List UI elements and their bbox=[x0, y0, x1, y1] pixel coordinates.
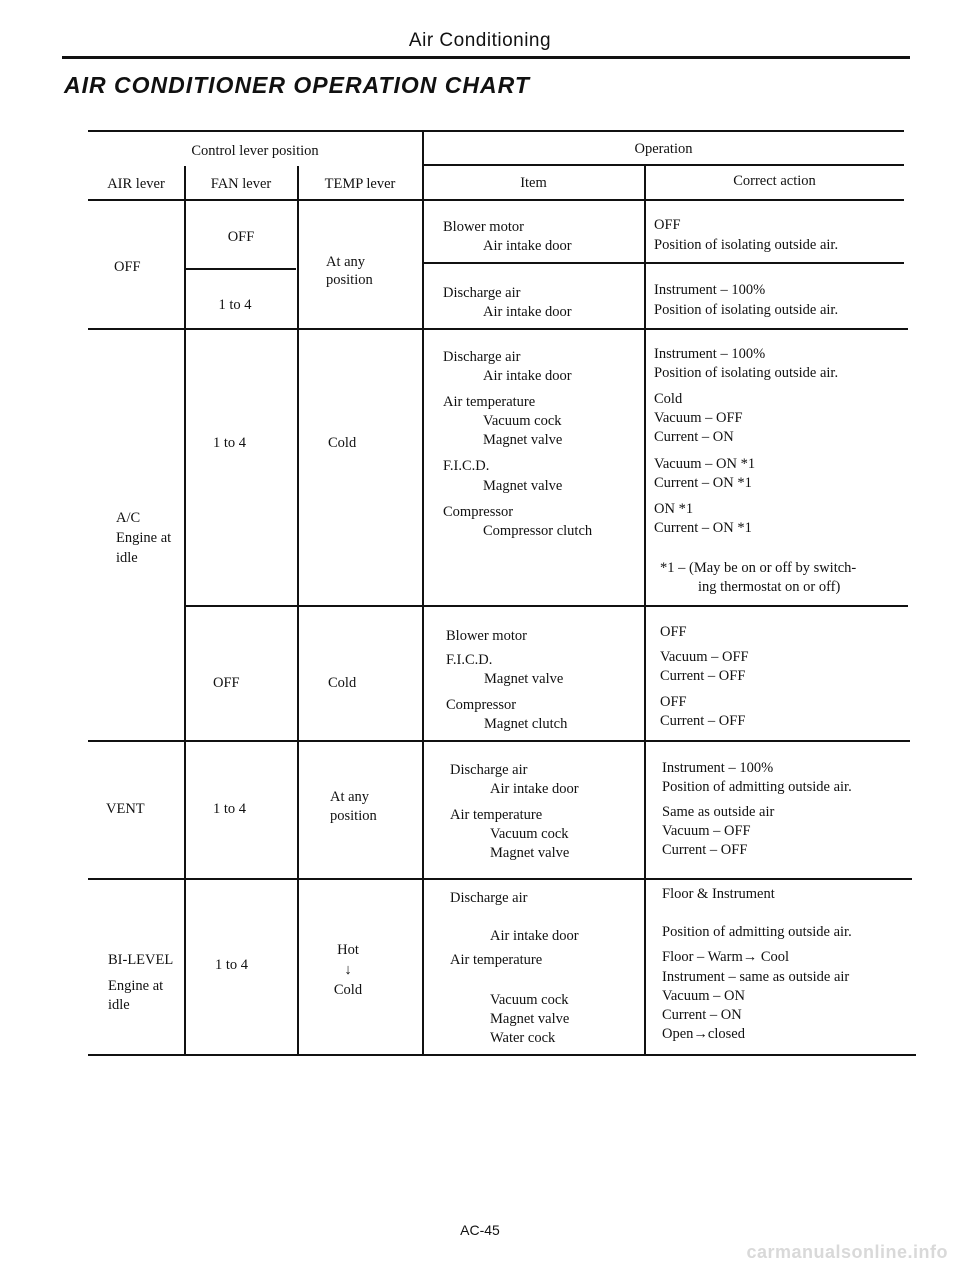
item-cell: Vacuum cock bbox=[483, 413, 562, 429]
temp-cell: Cold bbox=[328, 435, 357, 451]
air-cell: idle bbox=[108, 997, 130, 1013]
air-cell: OFF bbox=[114, 259, 141, 275]
air-cell: A/C bbox=[116, 510, 141, 526]
action-cell: Same as outside air bbox=[662, 804, 775, 820]
action-cell: Floor – Warm→ Cool bbox=[662, 949, 790, 965]
item-cell: Blower motor bbox=[443, 219, 524, 235]
item-cell: Discharge air bbox=[450, 762, 528, 778]
action-cell: Position of isolating outside air. bbox=[654, 365, 839, 381]
item-cell: Vacuum cock bbox=[490, 992, 569, 1008]
col-rule-fan-temp bbox=[297, 166, 299, 1054]
item-cell: F.I.C.D. bbox=[443, 458, 490, 474]
action-cell: Position of admitting outside air. bbox=[662, 779, 852, 795]
fan-cell: OFF bbox=[213, 675, 240, 691]
rule-under-operation bbox=[423, 164, 904, 166]
item-cell: Air temperature bbox=[450, 807, 543, 823]
item-cell: Magnet valve bbox=[490, 845, 570, 861]
col-rule-item-action bbox=[644, 166, 646, 1054]
item-cell: Magnet valve bbox=[490, 1011, 570, 1027]
temp-cell: Cold bbox=[333, 982, 363, 998]
rule-ac-vent bbox=[88, 740, 910, 742]
action-cell: Vacuum – OFF bbox=[662, 823, 751, 839]
item-cell: Air temperature bbox=[443, 394, 536, 410]
fan-cell: 1 to 4 bbox=[218, 297, 252, 313]
air-lever-header: AIR lever bbox=[107, 176, 165, 192]
item-cell: Magnet valve bbox=[484, 671, 564, 687]
temp-cell: At any bbox=[330, 789, 370, 805]
action-cell: Current – ON *1 bbox=[654, 520, 752, 536]
action-cell: Current – OFF bbox=[660, 713, 746, 729]
footnote: ing thermostat on or off) bbox=[698, 579, 841, 595]
watermark: carmanualsonline.info bbox=[746, 1242, 948, 1262]
item-cell: Discharge air bbox=[450, 890, 528, 906]
item-header: Item bbox=[520, 175, 547, 191]
action-cell: Instrument – 100% bbox=[654, 346, 766, 362]
rule-under-columns bbox=[88, 199, 904, 201]
header-rule bbox=[62, 56, 910, 59]
action-cell: Floor & Instrument bbox=[662, 886, 775, 902]
page-number: AC-45 bbox=[460, 1222, 500, 1238]
temp-cell: position bbox=[330, 808, 377, 824]
action-cell: OFF bbox=[660, 624, 687, 640]
fan-lever-header: FAN lever bbox=[210, 176, 272, 192]
action-cell: Cold bbox=[654, 391, 683, 407]
air-cell: idle bbox=[116, 550, 138, 566]
item-cell: Water cock bbox=[490, 1030, 556, 1046]
temp-lever-header: TEMP lever bbox=[324, 176, 396, 192]
action-cell: Instrument – same as outside air bbox=[662, 969, 850, 985]
action-cell: OFF bbox=[654, 217, 681, 233]
operation-header: Operation bbox=[634, 141, 693, 157]
item-cell: Air intake door bbox=[483, 368, 572, 384]
page-title: AIR CONDITIONER OPERATION CHART bbox=[64, 72, 530, 98]
rule-vent-bilevel bbox=[88, 878, 912, 880]
item-cell: Compressor bbox=[446, 697, 517, 713]
action-cell: Position of isolating outside air. bbox=[654, 302, 839, 318]
rule-off-ac bbox=[88, 328, 908, 330]
item-cell: Air intake door bbox=[490, 928, 579, 944]
item-cell: Magnet valve bbox=[483, 478, 563, 494]
action-cell: Vacuum – OFF bbox=[660, 649, 749, 665]
action-cell: Open→closed bbox=[662, 1026, 745, 1042]
item-cell: Air intake door bbox=[483, 238, 572, 254]
action-cell: Instrument – 100% bbox=[654, 282, 766, 298]
table-top-rule bbox=[88, 130, 904, 132]
air-cell: VENT bbox=[106, 801, 145, 817]
action-cell: Position of admitting outside air. bbox=[662, 924, 852, 940]
action-cell: Current – OFF bbox=[662, 842, 748, 858]
temp-cell: Cold bbox=[328, 675, 357, 691]
rule-ac-split bbox=[186, 605, 908, 607]
page-header: Air Conditioning bbox=[408, 30, 552, 51]
action-cell: Current – ON bbox=[654, 429, 734, 445]
temp-cell: position bbox=[326, 272, 373, 288]
item-cell: Discharge air bbox=[443, 349, 521, 365]
item-cell: Discharge air bbox=[443, 285, 521, 301]
action-cell: Vacuum – ON *1 bbox=[654, 456, 756, 472]
action-cell: Vacuum – OFF bbox=[654, 410, 743, 426]
fan-cell: 1 to 4 bbox=[213, 801, 247, 817]
temp-cell: Hot bbox=[337, 942, 359, 958]
action-cell: ON *1 bbox=[654, 501, 694, 517]
action-cell: Position of isolating outside air. bbox=[654, 237, 839, 253]
item-cell: Magnet valve bbox=[483, 432, 563, 448]
action-cell: Instrument – 100% bbox=[662, 760, 774, 776]
item-cell: Compressor clutch bbox=[483, 523, 593, 539]
control-lever-header: Control lever position bbox=[191, 143, 319, 159]
fan-cell: 1 to 4 bbox=[213, 435, 247, 451]
air-cell: Engine at bbox=[108, 978, 164, 994]
item-cell: Air intake door bbox=[490, 781, 579, 797]
down-arrow-icon: ↓ bbox=[344, 962, 352, 978]
air-cell: Engine at bbox=[116, 530, 172, 546]
rule-off-fan-split bbox=[186, 268, 296, 270]
item-cell: Air intake door bbox=[483, 304, 572, 320]
correct-action-header: Correct action bbox=[733, 173, 816, 189]
temp-cell: At any bbox=[326, 254, 366, 270]
item-cell: Magnet clutch bbox=[484, 716, 568, 732]
fan-cell: 1 to 4 bbox=[215, 957, 249, 973]
item-cell: F.I.C.D. bbox=[446, 652, 493, 668]
item-cell: Air temperature bbox=[450, 952, 543, 968]
action-cell: Current – ON bbox=[662, 1007, 742, 1023]
air-cell: BI-LEVEL bbox=[108, 952, 174, 968]
action-cell: OFF bbox=[660, 694, 687, 710]
action-cell: Vacuum – ON bbox=[662, 988, 745, 1004]
col-rule-control-operation bbox=[422, 130, 424, 1054]
footnote: *1 – (May be on or off by switch- bbox=[660, 560, 857, 576]
fan-cell: OFF bbox=[227, 229, 255, 245]
rule-off-op-split bbox=[423, 262, 904, 264]
item-cell: Vacuum cock bbox=[490, 826, 569, 842]
table-bottom-rule bbox=[88, 1054, 916, 1056]
item-cell: Compressor bbox=[443, 504, 514, 520]
action-cell: Current – OFF bbox=[660, 668, 746, 684]
item-cell: Blower motor bbox=[446, 628, 527, 644]
action-cell: Current – ON *1 bbox=[654, 475, 752, 491]
